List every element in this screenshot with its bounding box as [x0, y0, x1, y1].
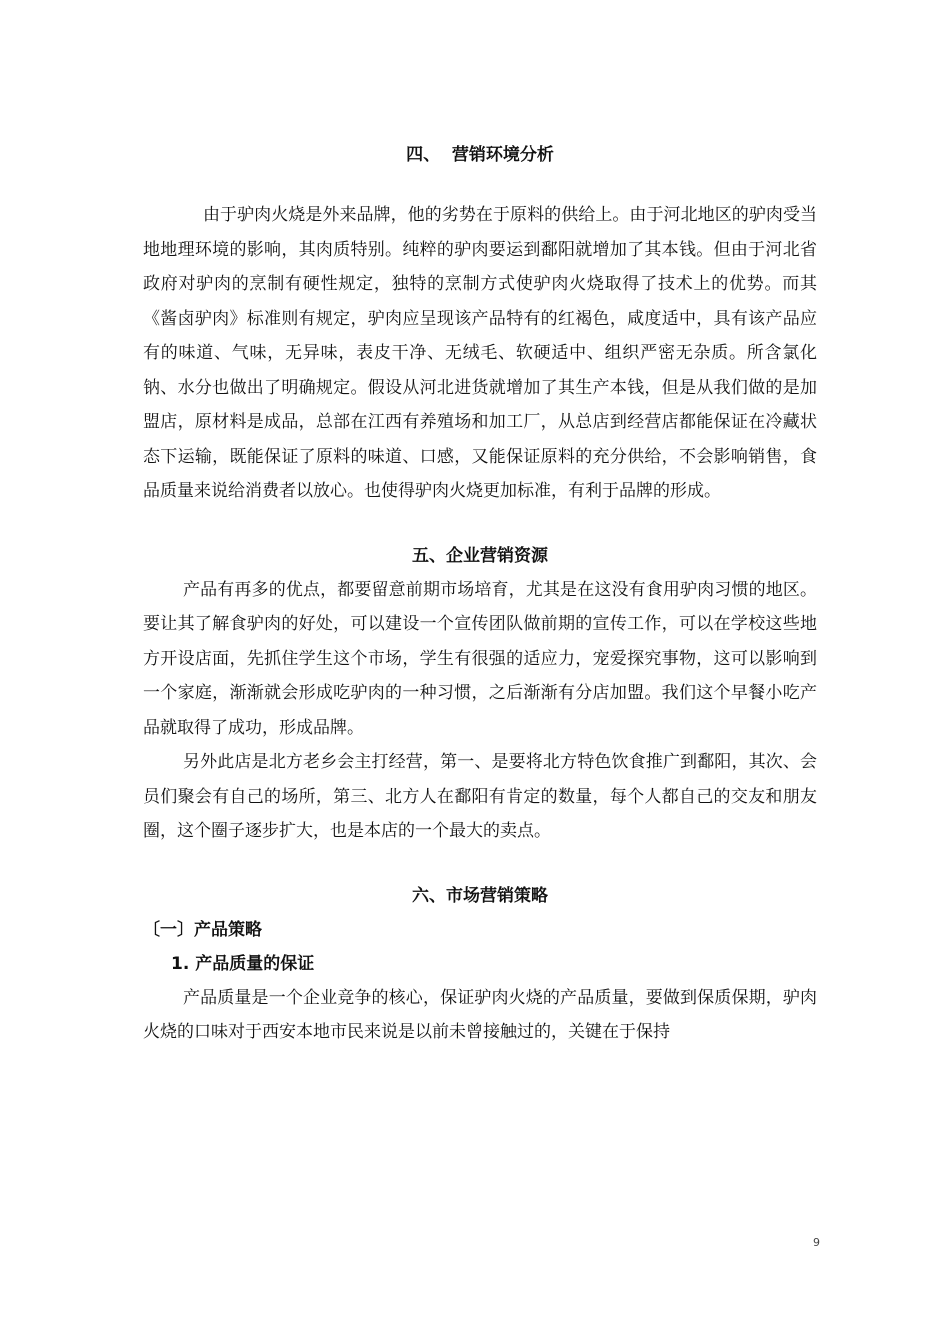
section-heading-marketing-resources: 五、企业营销资源	[412, 545, 548, 566]
item-heading-quality-guarantee: 1. 产品质量的保证	[171, 953, 315, 974]
section-heading-marketing-strategy: 六、市场营销策略	[412, 885, 548, 906]
spacer	[143, 172, 817, 198]
section-heading-marketing-environment: 四、 营销环境分析	[406, 145, 554, 165]
paragraph-quality-guarantee: 产品质量是一个企业竞争的核心，保证驴肉火烧的产品质量，要做到保质保期，驴肉火烧的口味对于西安本地市民来说是以前未曾接触过的，关键在于保持	[143, 987, 817, 1042]
subsection-heading-product-strategy: 〔一〕产品策略	[143, 919, 262, 940]
page-number: 9	[813, 1236, 820, 1249]
spacer	[143, 509, 817, 539]
paragraph-marketing-resources-1: 产品有再多的优点，都要留意前期市场培育，尤其是在这没有食用驴肉习惯的地区。要让其了解食驴肉的好处，可以建设一个宣传团队做前期的宣传工作，可以在学校这些地方开设店面，先抓住学生这个市场，学生有很强的适应力，宠爱探究事物，这可以影响到一个家庭，渐渐就会形成吃驴肉的一种习惯，之后渐渐有分店加盟。我们这个早餐小吃产品就取得了成功，形成品牌。	[143, 579, 817, 738]
paragraph-marketing-environment: 由于驴肉火烧是外来品牌，他的劣势在于原料的供给上。由于河北地区的驴肉受当地地理环境的影响，其肉质特别。纯粹的驴肉要运到鄱阳就增加了其本钱。但由于河北省政府对驴肉的烹制有硬性规定，独特的烹制方式使驴肉火烧取得了技术上的优势。而其《酱卤驴肉》标准则有规定，驴肉应呈现该产品特有的红褐色，咸度适中，具有该产品应有的味道、气味，无异味，表皮干净、无绒毛、软硬适中、组织严密无杂质。所含氯化钠、水分也做出了明确规定。假设从河北进货就增加了其生产本钱，但是从我们做的是加盟店，原材料是成品，总部在江西有养殖场和加工厂，从总店到经营店都能保证在冷藏状态下运输，既能保证了原料的味道、口感，又能保证原料的充分供给，不会影响销售，食品质量来说给消费者以放心。也使得驴肉火烧更加标准，有利于品牌的形成。	[143, 205, 817, 501]
page-content	[143, 138, 817, 1050]
spacer	[143, 849, 817, 879]
paragraph-marketing-resources-2: 另外此店是北方老乡会主打经营，第一、是要将北方特色饮食推广到鄱阳，其次、会员们聚会有自己的场所，第三、北方人在鄱阳有肯定的数量，每个人都自己的交友和朋友圈，这个圈子逐步扩大，也是本店的一个最大的卖点。	[143, 752, 817, 841]
